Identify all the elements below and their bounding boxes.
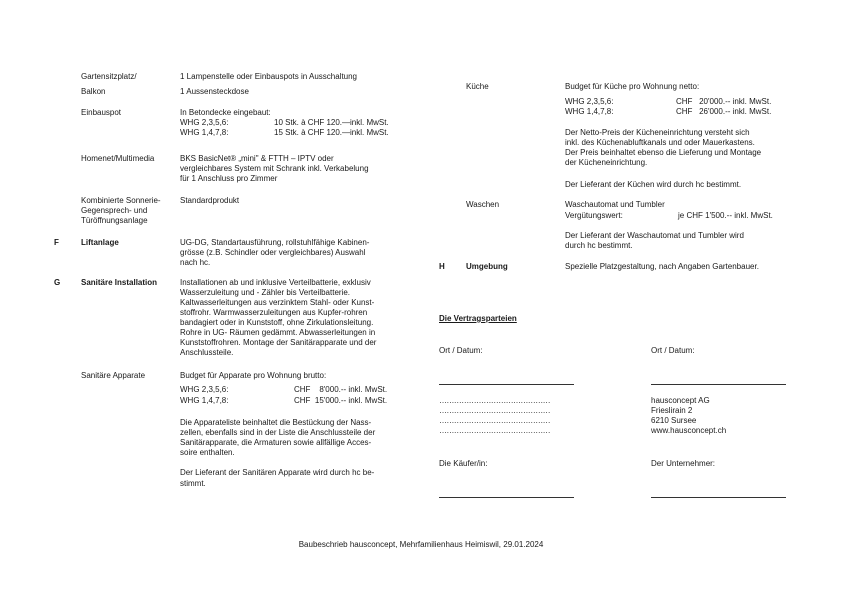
dotted-line-2: ……………………………………… bbox=[439, 406, 551, 415]
apparate-whg1-value: CHF 8'000.-- inkl. MwSt. bbox=[294, 385, 388, 394]
apparate-whg2-value: CHF 15'000.-- inkl. MwSt. bbox=[294, 396, 388, 405]
homenet-line-1: BKS BasicNet® „mini" & FTTH – IPTV oder bbox=[180, 154, 334, 163]
unternehmer-label: Der Unternehmer: bbox=[651, 459, 716, 468]
kueche-whg1-label: WHG 2,3,5,6: bbox=[565, 97, 614, 106]
kueche-para1-line-4: der Kücheneinrichtung. bbox=[565, 158, 648, 167]
kaeufer-label: Die Käufer/in: bbox=[439, 459, 488, 468]
dotted-line-1: ……………………………………… bbox=[439, 396, 551, 405]
ort-datum-left: Ort / Datum: bbox=[439, 346, 483, 355]
umgebung-heading: Umgebung bbox=[466, 262, 508, 271]
waschen-line2-label: Vergütungswert: bbox=[565, 211, 623, 220]
gartensitzplatz-value: 1 Lampenstelle oder Einbauspots in Ausschaltung bbox=[180, 72, 358, 81]
waschen-label: Waschen bbox=[466, 200, 500, 209]
sonnerie-label-1: Kombinierte Sonnerie- bbox=[81, 196, 161, 205]
apparate-para2-line-2: stimmt. bbox=[180, 479, 206, 488]
sanitaer-line-5: bandagiert oder in Kunststoff, ohne Zirkulationsleitung. bbox=[180, 318, 374, 327]
lift-line-3: nach hc. bbox=[180, 258, 211, 267]
kueche-line1: Budget für Küche pro Wohnung netto: bbox=[565, 82, 700, 91]
sanitaer-line-6: Rohre in UG- Räumen gedämmt. Abwasserleitungen in bbox=[180, 328, 376, 337]
waschen-line1: Waschautomat und Tumbler bbox=[565, 200, 665, 209]
apparate-whg1-label: WHG 2,3,5,6: bbox=[180, 385, 229, 394]
section-letter-f: F bbox=[54, 238, 59, 247]
homenet-line-2: vergleichbares System mit Schrank inkl. Verkabelung bbox=[180, 164, 369, 173]
lift-line-1: UG-DG, Standartausführung, rollstuhlfähige Kabinen- bbox=[180, 238, 370, 247]
kueche-para1-line-2: inkl. des Küchenabluftkanals und oder Mauerkastens. bbox=[565, 138, 755, 147]
section-letter-h: H bbox=[439, 262, 445, 271]
dotted-line-3: ……………………………………… bbox=[439, 416, 551, 425]
einbauspot-whg2-label: WHG 1,4,7,8: bbox=[180, 128, 229, 137]
sanitaer-line-3: Kaltwasserleitungen aus verzinktem Stahl- oder Kunst- bbox=[180, 298, 375, 307]
apparate-whg2-label: WHG 1,4,7,8: bbox=[180, 396, 229, 405]
gartensitzplatz-label: Gartensitzplatz/ bbox=[81, 72, 137, 81]
kueche-whg1-value: CHF 20'000.-- inkl. MwSt. bbox=[676, 97, 772, 106]
kueche-label: Küche bbox=[466, 82, 489, 91]
homenet-label: Homenet/Multimedia bbox=[81, 154, 155, 163]
signature-line-left-1 bbox=[439, 384, 574, 385]
sanitaer-line-2: Wasserzuleitung und - Zähler bis Verteilbatterie. bbox=[180, 288, 351, 297]
sonnerie-value: Standardprodukt bbox=[180, 196, 240, 205]
homenet-line-3: für 1 Anschluss pro Zimmer bbox=[180, 174, 278, 183]
apparate-para1-line-3: Sanitärapparate, die Armaturen sowie allfällige Acces- bbox=[180, 438, 372, 447]
ort-datum-right: Ort / Datum: bbox=[651, 346, 695, 355]
lift-heading: Liftanlage bbox=[81, 238, 119, 247]
company-name: hausconcept AG bbox=[651, 396, 710, 405]
apparate-line1: Budget für Apparate pro Wohnung brutto: bbox=[180, 371, 327, 380]
company-city: 6210 Sursee bbox=[651, 416, 697, 425]
sanitaer-line-8: Anschlussteile. bbox=[180, 348, 234, 357]
sanitaer-line-7: Kunststoffrohren. Montage der Sanitärapparate und der bbox=[180, 338, 377, 347]
kueche-para2: Der Lieferant der Küchen wird durch hc bestimmt. bbox=[565, 180, 742, 189]
company-street: Frieslirain 2 bbox=[651, 406, 693, 415]
apparate-para1-line-1: Die Apparateliste beinhaltet die Bestückung der Nass- bbox=[180, 418, 372, 427]
apparate-para2-line-1: Der Lieferant der Sanitären Apparate wird durch hc be- bbox=[180, 468, 375, 477]
section-letter-g: G bbox=[54, 278, 61, 287]
balkon-value: 1 Aussensteckdose bbox=[180, 87, 249, 96]
einbauspot-whg1-value: 10 Stk. à CHF 120.—inkl. MwSt. bbox=[274, 118, 389, 127]
sanitaer-line-1: Installationen ab und inklusive Verteilbatterie, exklusiv bbox=[180, 278, 371, 287]
vertragsparteien-heading: Die Vertragsparteien bbox=[439, 314, 517, 323]
waschen-line2-value: je CHF 1'500.-- inkl. MwSt. bbox=[678, 211, 773, 220]
balkon-label: Balkon bbox=[81, 87, 106, 96]
kueche-para1-line-1: Der Netto-Preis der Kücheneinrichtung versteht sich bbox=[565, 128, 750, 137]
signature-line-right-2 bbox=[651, 497, 786, 498]
einbauspot-whg1-label: WHG 2,3,5,6: bbox=[180, 118, 229, 127]
umgebung-value: Spezielle Platzgestaltung, nach Angaben Gartenbauer. bbox=[565, 262, 759, 271]
sanitaer-heading: Sanitäre Installation bbox=[81, 278, 158, 287]
einbauspot-label: Einbauspot bbox=[81, 108, 122, 117]
lift-line-2: grösse (z.B. Schindler oder vergleichbares) Auswahl bbox=[180, 248, 366, 257]
signature-line-left-2 bbox=[439, 497, 574, 498]
einbauspot-line1: In Betondecke eingebaut: bbox=[180, 108, 271, 117]
signature-line-right-1 bbox=[651, 384, 786, 385]
apparate-para1-line-2: zellen, ebenfalls sind in der Liste die Anschlussteile der bbox=[180, 428, 376, 437]
apparate-label: Sanitäre Apparate bbox=[81, 371, 146, 380]
sonnerie-label-2: Gegensprech- und bbox=[81, 206, 148, 215]
sanitaer-line-4: stoffrohr. Warmwasserzuleitungen aus Kupfer-rohren bbox=[180, 308, 368, 317]
kueche-whg2-label: WHG 1,4,7,8: bbox=[565, 107, 614, 116]
waschen-para-line-2: durch hc bestimmt. bbox=[565, 241, 633, 250]
sonnerie-label-3: Türöffnungsanlage bbox=[81, 216, 148, 225]
einbauspot-whg2-value: 15 Stk. à CHF 120.—inkl. MwSt. bbox=[274, 128, 389, 137]
waschen-para-line-1: Der Lieferant der Waschautomat und Tumbler wird bbox=[565, 231, 744, 240]
page-footer: Baubeschrieb hausconcept, Mehrfamilienhaus Heimiswil, 29.01.2024 bbox=[298, 540, 544, 549]
dotted-line-4: ……………………………………… bbox=[439, 426, 551, 435]
kueche-para1-line-3: Der Preis beinhaltet ebenso die Lieferung und Montage bbox=[565, 148, 762, 157]
company-website: www.hausconcept.ch bbox=[651, 426, 727, 435]
apparate-para1-line-4: soire enthalten. bbox=[180, 448, 235, 457]
kueche-whg2-value: CHF 26'000.-- inkl. MwSt. bbox=[676, 107, 772, 116]
